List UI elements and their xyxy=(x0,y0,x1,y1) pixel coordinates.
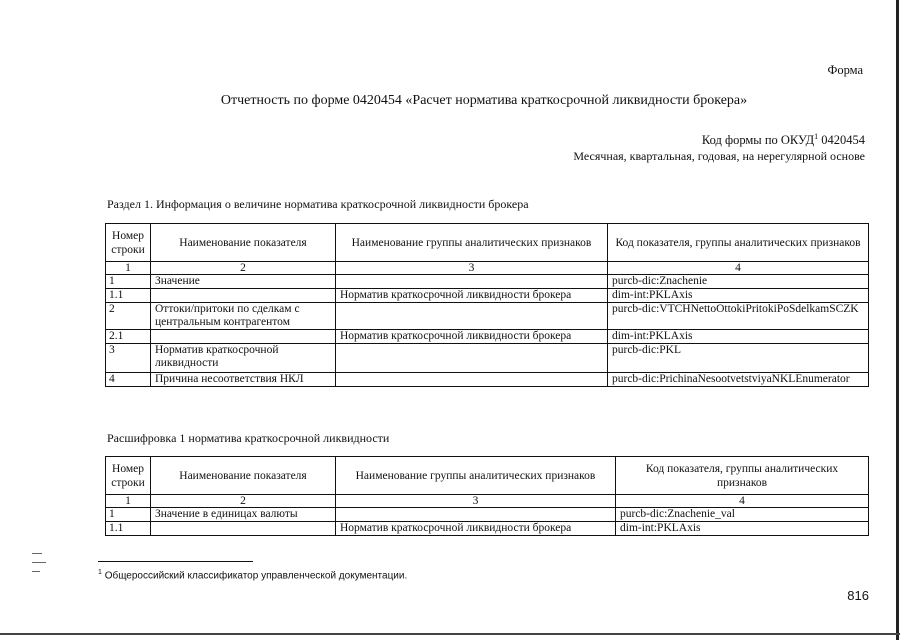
table-row xyxy=(106,508,869,522)
col-number: 4 xyxy=(616,495,869,508)
col-number: 4 xyxy=(608,262,869,275)
table-header-row xyxy=(106,224,869,262)
row-number: 1.1 xyxy=(106,289,151,303)
indicator-name: Значение в единицах валюты xyxy=(151,508,336,522)
table-row xyxy=(106,303,869,330)
col-header-row-number: Номер строки xyxy=(106,457,151,495)
group-name xyxy=(336,508,616,522)
okud-footnote-ref: 1 xyxy=(814,132,819,141)
okud-line xyxy=(702,132,865,148)
table-row xyxy=(106,344,869,373)
scan-margin-marks xyxy=(32,553,52,613)
col-number: 1 xyxy=(106,495,151,508)
okud-code: 0420454 xyxy=(821,133,865,148)
page-number: 816 xyxy=(847,588,869,603)
indicator-code: purcb-dic:Znachenie_val xyxy=(616,508,869,522)
table-row xyxy=(106,373,869,387)
footnote-separator xyxy=(98,561,253,562)
indicator-name: Причина несоответствия НКЛ xyxy=(151,373,336,387)
indicator-code: dim-int:PKLAxis xyxy=(616,522,869,536)
row-number: 1.1 xyxy=(106,522,151,536)
group-name xyxy=(336,344,608,373)
column-numbers-row xyxy=(106,495,869,508)
scan-edge-bottom xyxy=(0,633,900,635)
section1-table xyxy=(105,223,869,387)
row-number: 1 xyxy=(106,275,151,289)
col-header-group-name: Наименование группы аналитических признаков xyxy=(336,457,616,495)
col-number: 2 xyxy=(151,262,336,275)
footnote xyxy=(98,569,407,581)
group-name: Норматив краткосрочной ликвидности брокера xyxy=(336,522,616,536)
indicator-code: dim-int:PKLAxis xyxy=(608,289,869,303)
indicator-code: purcb-dic:VTCHNettoOttokiPritokiPoSdelkamSCZK xyxy=(608,303,869,330)
decode1-table xyxy=(105,456,869,536)
table-row xyxy=(106,522,869,536)
group-name: Норматив краткосрочной ликвидности брокера xyxy=(336,289,608,303)
indicator-name xyxy=(151,522,336,536)
col-number: 3 xyxy=(336,262,608,275)
indicator-name: Оттоки/притоки по сделкам с центральным контрагентом xyxy=(151,303,336,330)
indicator-name: Норматив краткосрочной ликвидности xyxy=(151,344,336,373)
indicator-code: dim-int:PKLAxis xyxy=(608,330,869,344)
group-name: Норматив краткосрочной ликвидности брокера xyxy=(336,330,608,344)
section1-title: Раздел 1. Информация о величине норматива краткосрочной ликвидности брокера xyxy=(107,197,529,211)
row-number: 2.1 xyxy=(106,330,151,344)
group-name xyxy=(336,303,608,330)
col-header-code: Код показателя, группы аналитических признаков xyxy=(616,457,869,495)
form-label: Форма xyxy=(827,63,863,77)
col-header-code: Код показателя, группы аналитических признаков xyxy=(608,224,869,262)
indicator-name xyxy=(151,330,336,344)
table-row xyxy=(106,275,869,289)
col-header-indicator-name: Наименование показателя xyxy=(151,224,336,262)
decode1-title: Расшифровка 1 норматива краткосрочной ликвидности xyxy=(107,431,390,445)
document-title: Отчетность по форме 0420454 «Расчет норматива краткосрочной ликвидности брокера» xyxy=(220,93,748,108)
col-number: 2 xyxy=(151,495,336,508)
periodicity: Месячная, квартальная, годовая, на нерегулярной основе xyxy=(573,149,865,163)
table-row xyxy=(106,289,869,303)
col-header-group-name: Наименование группы аналитических признаков xyxy=(336,224,608,262)
row-number: 2 xyxy=(106,303,151,330)
indicator-name xyxy=(151,289,336,303)
row-number: 4 xyxy=(106,373,151,387)
table-header-row xyxy=(106,457,869,495)
group-name xyxy=(336,275,608,289)
col-header-indicator-name: Наименование показателя xyxy=(151,457,336,495)
footnote-number: 1 xyxy=(98,569,102,576)
footnote-text: Общероссийский классификатор управленческой документации. xyxy=(104,570,408,582)
row-number: 3 xyxy=(106,344,151,373)
row-number: 1 xyxy=(106,508,151,522)
table-row xyxy=(106,330,869,344)
okud-prefix: Код формы по ОКУД xyxy=(701,133,815,148)
group-name xyxy=(336,373,608,387)
col-number: 1 xyxy=(106,262,151,275)
indicator-code: purcb-dic:Znachenie xyxy=(608,275,869,289)
col-header-row-number: Номер строки xyxy=(106,224,151,262)
indicator-code: purcb-dic:PKL xyxy=(608,344,869,373)
col-number: 3 xyxy=(336,495,616,508)
indicator-code: purcb-dic:PrichinaNesootvetstviyaNKLEnumerator xyxy=(608,373,869,387)
indicator-name: Значение xyxy=(151,275,336,289)
column-numbers-row xyxy=(106,262,869,275)
